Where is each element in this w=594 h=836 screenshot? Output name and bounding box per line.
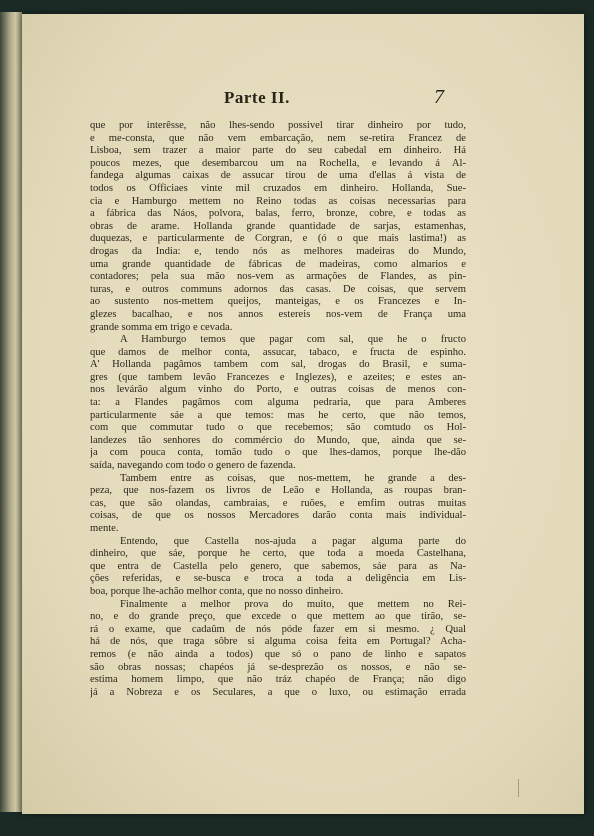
body-text [90,120,466,699]
text-line: e me-consta, que não vem embarcação, nem se-retira Francez de [90,132,466,144]
text-line: landezes tão senhores do commércio do Mundo, que, ainda que se- [90,434,466,446]
book-page [22,14,584,814]
text-line: drogas da India: e, tendo nós as melhores madeiras do Mundo, [90,245,466,257]
text-line: nos levárão algum vinho do Porto, e outras coisas de menos con- [90,384,466,396]
text-line: contadores; pela sua mão nos-vem as armações de Flandes, as pin- [90,271,466,283]
text-line: no, e do grande preço, que excede o que mettem ao que tirão, se- [90,611,466,623]
text-line: obras de arame. Hollanda grande quantidade de sarjas, estamenhas, [90,220,466,232]
adjacent-page-edge [0,12,22,812]
text-line: estima homem limpo, que não tráz chapéo de França; não digo [90,674,466,686]
text-line: ja com pouca conta, tomão tudo o que lhes-damos, porque lhe-dão [90,447,466,459]
text-line: cia e Hamburgo mettem no Reino todas as coisas necessarias para [90,195,466,207]
text-line: que por interêsse, não lhes-sendo possivel tirar dinheiro por tudo, [90,120,466,131]
text-line: saída, navegando com todo o genero de fazenda. [90,460,296,472]
text-line: Tambem entre as coisas, que nos-mettem, he grande a des- [120,472,466,484]
text-line: glezes bacalhao, e nos annos estereis nos-vem de França uma [90,308,466,320]
running-head: Parte II. [224,88,290,107]
text-line: A' Hollanda pagâmos tambem com sal, drogas do Brasil, e suma- [90,359,466,371]
text-line: peza, que nos-fazem os livros de Leão e Hollanda, as roupas bran- [90,485,466,497]
text-line: ções referidas, e se-busca e troca a toda a deligência em Lis- [90,573,466,585]
margin-mark [518,779,519,797]
text-line: ta: a Flandes pagâmos com alguma pedraria, que para Amberes [90,397,466,409]
text-line: ao sustento nos-mettem queijos, manteigas, e os Francezes e In- [90,296,466,308]
text-line: uma grande quantidade de fábricas de madeiras, como almarios e [90,258,466,270]
text-line: com que commutar tudo o que recebemos; são comtudo os Hol- [90,422,466,434]
text-line: Entendo, que Castella nos-ajuda a pagar alguma parte do [120,535,466,547]
text-line: boa, porque lhe-achão melhor conta, que no nosso dinheiro. [90,585,344,597]
text-line: já a Nobreza e os Seculares, a que o luxo, ou estimação errada [90,686,466,698]
text-line: há de nós, que traga sôbre si alguma coisa feita em Portugal? Acha- [90,636,466,648]
text-line: duquezas, e particularmente de Corgran, e (ó o que mais lastima!) as [90,233,466,245]
text-line: Finalmente a melhor prova do muito, que mettem no Rei- [120,598,466,610]
text-line: remos (e não ainda a todos) que só o pano de linho e sapatos [90,648,466,660]
text-line: turas, e outros communs adornos das casas. De coisas, que servem [90,283,466,295]
text-line: que damos de melhor conta, assucar, tabaco, e fructa de espinho. [90,346,466,358]
text-line: dinheiro, que sáe, porque he certo, que toda a moeda Castelhana, [90,548,466,560]
page-number: 7 [434,86,444,108]
text-line: fandega algumas caixas de assucar tirou de uma d'ellas á vista de [90,170,466,182]
text-line: poucos mezes, que desembarcou um na Rochella, e levando á Al- [90,157,466,169]
text-line: grande somma em trigo e cevada. [90,321,233,333]
text-line: particularmente sáe a que temos: mas he certo, que não temos, [90,409,466,421]
text-line: todos os Officiaes vinte mil cruzados em dinheiro. Hollanda, Sue- [90,182,466,194]
text-line: são obras nossas; chapéos já se-desprezão os nossos, e não se- [90,661,466,673]
text-line: que entra de Castella pelo genero, que sabemos, sáe para as Na- [90,560,466,572]
text-line: rá o exame, que cadaûm de nós póde fazer em si mesmo. ¿ Qual [90,623,466,635]
text-line: a fábrica das Náos, polvora, balas, ferro, bronze, cobre, e todas as [90,208,466,220]
text-line: gres (que tambem levão Francezes e Inglezes), e azeites; e estes an- [90,371,466,383]
text-line: coisas, de que os nossos Mercadores darão conta mais individual- [90,510,466,522]
text-line: A Hamburgo temos que pagar com sal, que he o fructo [120,334,466,346]
text-line: cas, que são olandas, cambraias, e ruões, e emfim outras muitas [90,497,466,509]
text-line: Lisboa, sem trazer a maior parte do seu cabedal em dinheiro. Há [90,145,466,157]
page-header [22,86,584,116]
text-line: mente. [90,523,119,534]
